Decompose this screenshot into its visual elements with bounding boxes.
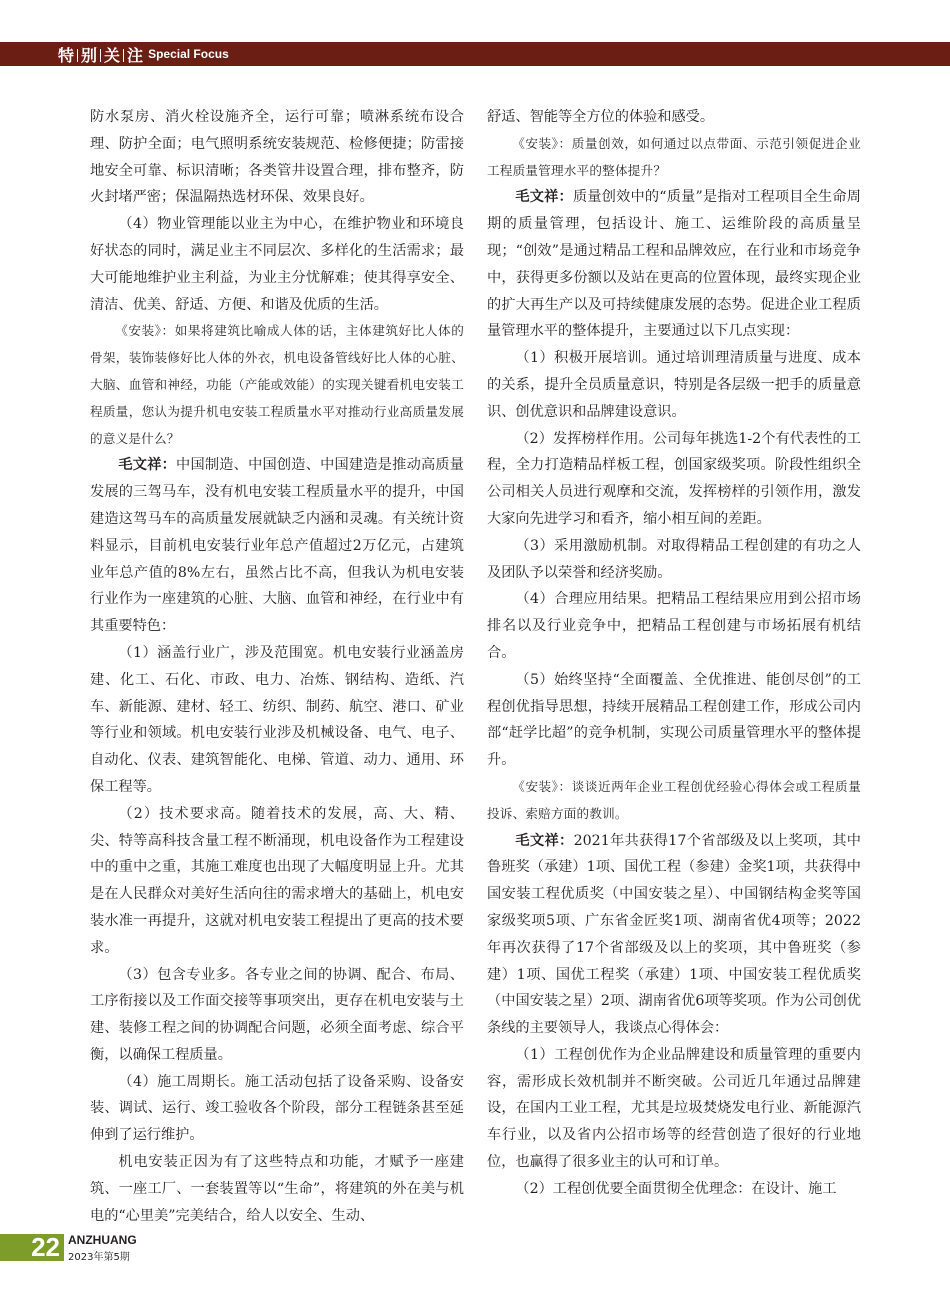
paragraph: （2）技术要求高。随着技术的发展，高、大、精、尖、特等高科技含量工程不断涌现，机电设备作为工程建设中的重中之重，其施工难度也出现了大幅度明显上升。尤其是在人民群众对美好生活向往的需求增大的基础上，机电安装水准一再提升，这就对机电安装工程提出了更高的技术要求。 [90,805,464,956]
page-number: 22 [0,1234,64,1261]
section-title-cjk [0,43,143,66]
divider [123,49,124,62]
paragraph: （2）发挥榜样作用。公司每年挑选1-2个有代表性的工程，全力打造精品样板工程，创国家级奖项。阶段性组织全公司相关人员进行观摩和交流，发挥榜样的引领作用，激发大家向先进学习和看齐，缩小相互间的差距。 [487,430,861,527]
paragraph: （4）物业管理能以业主为中心，在维护物业和环境良好状态的同时，满足业主不同层次、多样化的生活需求；最大可能地维护业主利益，为业主分忧解难；使其得享安全、清洁、优美、舒适、方便、和谐及优质的生活。 [90,216,464,313]
interview-answer [90,452,464,640]
section-title-en: Special Focus [148,47,229,61]
answer-text: 质量创效中的“质量”是指对工程项目全生命周期的质量管理，包括设计、施工、运维阶段的高质量呈现；“创效”是通过精品工程和品牌效应，在行业和市场竞争中，获得更多份额以及站在更高的位置体现，最终实现企业的扩大再生产以及可持续健康发展的态势。促进企业工程质量管理水平的整体提升，主要通过以下几点实现： [487,189,861,340]
paragraph: 机电安装正因为有了这些特点和功能，才赋予一座建筑、一座工厂、一套装置等以“生命”，将建筑的外在美与机电的“心里美”完美结合，给人以安全、生动、 [90,1154,464,1224]
speaker-name: 毛文祥： [515,832,574,849]
interview-question: 《安装》：如果将建筑比喻成人体的话，主体建筑好比人体的骨架，装饰装修好比人体的外衣，机电设备管线好比人体的心脏、大脑、血管和神经，功能（产能或效能）的实现关键看机电安装工程质量，您认为提升机电安装工程质量水平对推动行业高质量发展的意义是什么？ [90,323,464,446]
paragraph: （2）工程创优要全面贯彻全优理念：在设计、施工 [515,1180,837,1197]
paragraph-continuation: 舒适、智能等全方位的体验和感受。 [487,109,715,125]
header-band [245,42,950,66]
paragraph: （1）工程创优作为企业品牌建设和质量管理的重要内容，需形成长效机制并不断突破。公司近几年通过品牌建设，在国内工业工程，尤其是垃圾焚烧发电行业、新能源汽车行业，以及省内公招市场等的经营创造了很好的行业地位，也赢得了很多业主的认可和订单。 [487,1046,861,1171]
interview-question: 《安装》：质量创效，如何通过以点带面、示范引领促进企业工程质量管理水平的整体提升？ [487,135,861,178]
issue-label: 2023年第5期 [68,1252,130,1263]
section-char: 别 [81,45,98,65]
section-char: 特 [58,45,75,65]
magazine-name: ANZHUANG [68,1233,137,1247]
speaker-name: 毛文祥： [118,457,177,474]
interview-question: 《安装》：谈谈近两年企业工程创优经验心得体会或工程质量投诉、索赔方面的教训。 [487,778,861,821]
speaker-name: 毛文祥： [515,189,573,206]
paragraph: （4）施工周期长。施工活动包括了设备采购、设备安装、调试、运行、竣工验收各个阶段，部分工程链条甚至延伸到了运行维护。 [90,1073,464,1144]
paragraph: （1）涵盖行业广，涉及范围宽。机电安装行业涵盖房建、化工、石化、市政、电力、冶炼、钢结构、造纸、汽车、新能源、建材、轻工、纺织、制药、航空、港口、矿业等行业和领域。机电安装行业涉及机械设备、电气、电子、自动化、仪表、建筑智能化、电梯、管道、动力、通用、环保工程等。 [90,644,464,795]
answer-text: 2021年共获得17个省部级及以上奖项，其中鲁班奖（承建）1项、国优工程（参建）金奖1项，共获得中国安装工程优质奖（中国安装之星）、中国钢结构金奖等国家级奖项5项、广东省金匠奖1项、湖南省优4项等；2022年再次获得了17个省部级及以上的奖项，其中鲁班奖（参建）1项、国优工程奖（承建）1项、中国安装工程优质奖（中国安装之星）2项、湖南省优6项等奖项。作为公司创优条线的主要领导人，我谈点心得体会： [487,832,861,1037]
paragraph-continuation: 防水泵房、消火栓设施齐全，运行可靠；喷淋系统布设合理、防护全面；电气照明系统安装规范、检修便捷；防雷接地安全可靠、标识清晰；各类管井设置合理，排布整齐，防火封堵严密；保温隔热选材环保、效果良好。 [90,109,464,206]
paragraph: （1）积极开展培训。通过培训理清质量与进度、成本的关系，提升全员质量意识，特别是各层级一把手的质量意识、创优意识和品牌建设意识。 [487,350,861,420]
paragraph: （4）合理应用结果。把精品工程结果应用到公招市场排名以及行业竞争中，把精品工程创建与市场拓展有机结合。 [487,591,861,661]
section-label [0,42,245,66]
section-header-bar [0,42,950,66]
divider [77,49,78,62]
paragraph: （3）采用激励机制。对取得精品工程创建的有功之人及团队予以荣誉和经济奖励。 [487,537,861,581]
divider [100,49,101,62]
section-char: 关 [104,45,121,65]
paragraph: （5）始终坚持“全面覆盖、全优推进、能创尽创”的工程创优指导思想，持续开展精品工程创建工作，形成公司内部“赶学比超”的竞争机制，实现公司质量管理水平的整体提升。 [487,671,861,769]
article-column-right [487,104,861,1203]
answer-text: 中国制造、中国创造、中国建造是推动高质量发展的三驾马车，没有机电安装工程质量水平的提升，中国建造这驾马车的高质量发展就缺乏内涵和灵魂。有关统计资料显示，目前机电安装行业年总产值超过2万亿元，占建筑业年总产值的8%左右，虽然占比不高，但我认为机电安装行业作为一座建筑的心脏、大脑、血管和神经，在行业中有其重要特色： [90,457,464,635]
interview-answer [487,184,861,345]
article-column-left [90,104,464,1229]
paragraph: （3）包含专业多。各专业之间的协调、配合、布局、工序衔接以及工作面交接等事项突出，更存在机电安装与土建、装修工程之间的协调配合问题，必须全面考虑、综合平衡，以确保工程质量。 [90,966,464,1063]
interview-answer [487,828,861,1042]
section-char: 注 [127,45,144,65]
